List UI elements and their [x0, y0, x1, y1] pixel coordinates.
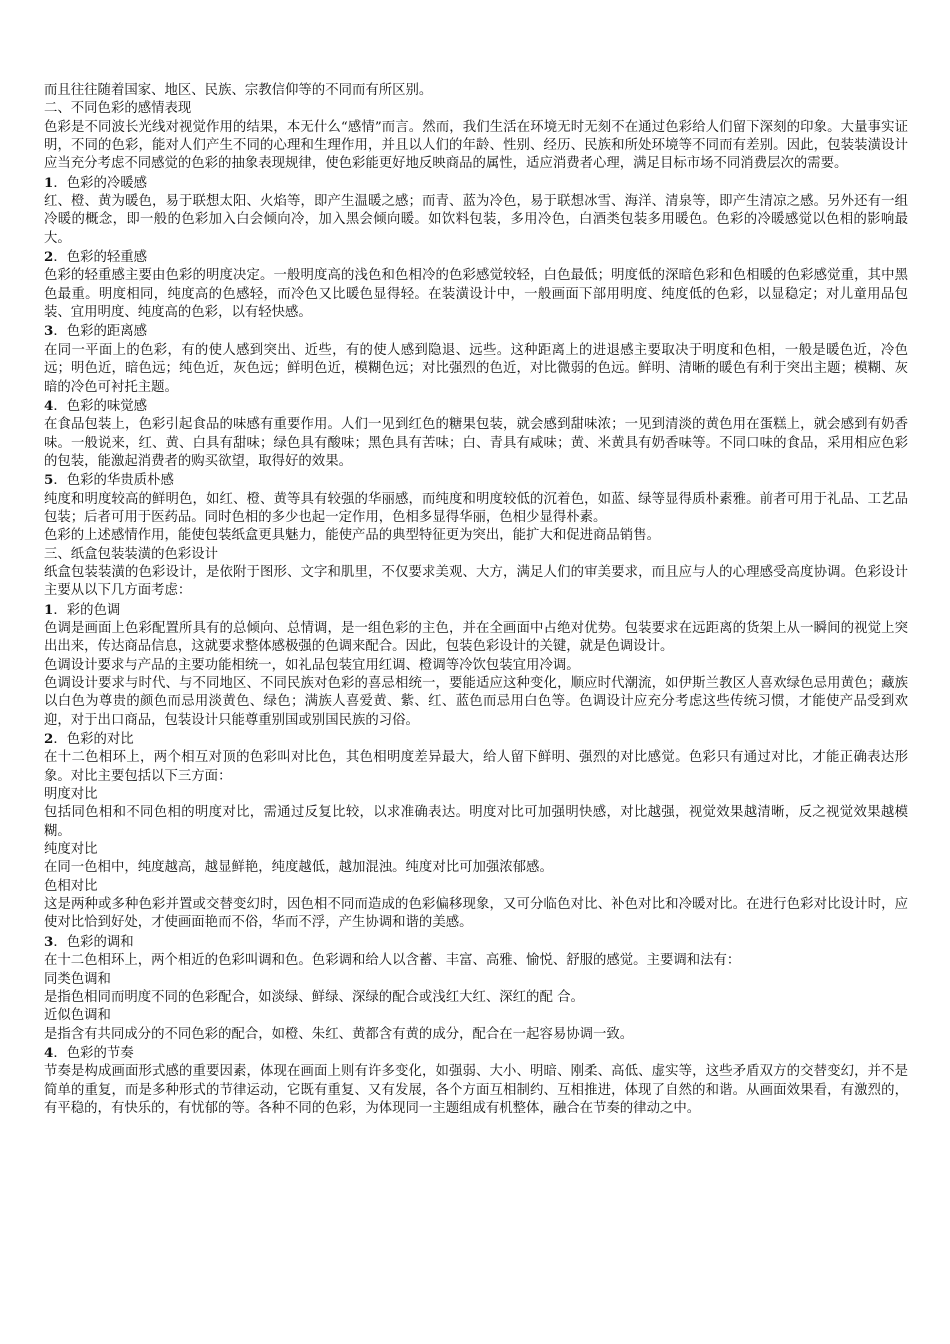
paragraph: 色调设计要求与产品的主要功能相统一，如礼品包装宜用红调、橙调等冷饮包装宜用冷调。	[44, 657, 580, 673]
paragraph: 在同一平面上的色彩，有的使人感到突出、近些，有的使人感到隐退、远些。这种距离上的进退感主要取决于明度和色相，一般是暖色近，冷色远；明色近，暗色远；纯色近，灰色远；鲜明色近，模糊色远；对比强烈的色近，对比微弱的色远。鲜明、清晰的暖色有利于突出主题；模糊、灰暗的冷色可衬托主题。	[44, 342, 908, 395]
paragraph: 包括同色相和不同色相的明度对比，需通过反复比较，以求准确表达。明度对比可加强明快感，对比越强，视觉效果越清晰，反之视觉效果越模糊。	[44, 805, 908, 839]
subsection-heading	[44, 601, 908, 620]
paragraph: 在食品包装上，色彩引起食品的味感有重要作用。人们一见到红色的糖果包装，就会感到甜味浓；一见到清淡的黄色用在蛋糕上，就会感到有奶香味。一般说来，红、黄、白具有甜味；绿色具有酸味；黑色具有苦味；白、青具有咸味；黄、米黄具有奶香味等。不同口味的食品，采用相应色彩的包装，能激起消费者的购买欲望，取得好的效果。	[44, 417, 908, 469]
paragraph: 纯度和明度较高的鲜明色，如红、橙、黄等具有较强的华丽感，而纯度和明度较低的沉着色，如蓝、绿等显得质朴素雅。前者可用于礼品、工艺品包装；后者可用于医药品。同时色相的多少也起一定作用，色相多显得华丽，色相少显得朴素。	[44, 491, 908, 525]
subsection-number: 2	[44, 249, 54, 266]
paragraph: 节奏是构成画面形式感的重要因素，体现在画面上则有许多变化，如强弱、大小、明暗、刚柔、高低、虚实等，这些矛盾双方的交替变幻，并不是简单的重复，而是多种形式的节律运动，它既有重复、又有发展，各个方面互相制约、互相推进，体现了自然的和谐。从画面效果看，有激烈的，有平稳的，有快乐的，有忧郁的等。各种不同的色彩，为体现同一主题组成有机整体，融合在节奏的律动之中。	[44, 1064, 908, 1116]
subsection-title: ．色彩的华贵质朴感	[53, 473, 174, 489]
subsection-title: ．色彩的对比	[53, 732, 134, 748]
subsection-heading	[44, 471, 908, 490]
paragraph: 纸盒包装装潢的色彩设计，是依附于图形、文字和肌里，不仅要求美观、大方，满足人们的审美要求，而且应与人的心理感受高度协调。色彩设计主要从以下几方面考虑：	[44, 564, 908, 599]
paragraph: 在十二色相环上，两个相互对顶的色彩叫对比色，其色相明度差异最大，给人留下鲜明、强烈的对比感觉。色彩只有通过对比，才能正确表达形象。对比主要包括以下三方面：	[44, 750, 908, 784]
subsection-number: 3	[44, 323, 54, 340]
paragraph: 这是两种或多种色彩并置或交替变幻时，因色相不同而造成的色彩偏移现象，又可分临色对比、补色对比和冷暖对比。在进行色彩对比设计时，应使对比恰到好处，才使画面艳而不俗，华而不浮，产生协调和谐的美感。	[44, 897, 908, 931]
paragraph: 是指色相同而明度不同的色彩配合，如淡绿、鲜绿、深绿的配合或浅红大红、深红的配 合。	[44, 989, 584, 1005]
paragraph: 色调是画面上色彩配置所具有的总倾向、总情调，是一组色彩的主色，并在全画面中占绝对优势。包装要求在远距离的货架上从一瞬间的视觉上突出出来，传达商品信息，这就要求整体感极强的色调来配合。因此，包装色彩设计的关键，就是色调设计。	[44, 620, 908, 655]
document-body	[44, 82, 908, 1118]
paragraph: 同类色调和	[44, 971, 111, 987]
subsection-title: ．色彩的节奏	[53, 1045, 134, 1061]
subsection-number: 5	[44, 472, 54, 489]
subsection-heading	[44, 397, 908, 416]
subsection-title: ．彩的色调	[53, 602, 121, 618]
paragraph: 而且往往随着国家、地区、民族、宗教信仰等的不同而有所区别。	[44, 83, 433, 98]
subsection-heading	[44, 322, 908, 341]
subsection-heading	[44, 1044, 908, 1063]
paragraph: 色彩的轻重感主要由色彩的明度决定。一般明度高的浅色和色相冷的色彩感觉较轻，白色最低；明度低的深暗色彩和色相暖的色彩感觉重，其中黑色最重。明度相同，纯度高的色感轻，而冷色又比暖色显得轻。在装潢设计中，一般画面下部用明度、纯度低的色彩，以显稳定；对儿童用品包装、宜用明度、纯度高的色彩，以有轻快感。	[44, 268, 908, 321]
section-heading: 二、不同色彩的感情表现	[44, 101, 192, 117]
paragraph: 近似色调和	[44, 1008, 111, 1024]
paragraph: 色彩的上述感情作用，能使包装纸盒更具魅力，能使产品的典型特征更为突出，能扩大和促进商品销售。	[44, 528, 660, 544]
subsection-number: 1	[44, 601, 54, 618]
subsection-number: 4	[44, 397, 54, 414]
subsection-heading	[44, 933, 908, 952]
subsection-number: 3	[44, 933, 54, 950]
paragraph: 在十二色相环上，两个相近的色彩叫调和色。色彩调和给人以含蓄、丰富、高雅、愉悦、舒服的感觉。主要调和法有：	[44, 953, 741, 969]
subsection-heading	[44, 248, 908, 267]
subsection-title: ．色彩的距离感	[53, 324, 148, 340]
paragraph: 红、橙、黄为暖色，易于联想太阳、火焰等，即产生温暖之感；而青、蓝为冷色，易于联想冰雪、海洋、清泉等，即产生清凉之感。另外还有一组冷暖的概念，即一般的色彩加入白会倾向冷，加入黑会倾向暖。如饮料包装，多用冷色，白酒类包装多用暖色。色彩的冷暖感觉以色相的影响最大。	[44, 194, 908, 246]
subsection-title: ．色彩的调和	[53, 934, 134, 950]
paragraph: 是指含有共同成分的不同色彩的配合，如橙、朱红、黄都含有黄的成分，配合在一起容易协调一致。	[44, 1026, 634, 1042]
paragraph: 色调设计要求与时代、与不同地区、不同民族对色彩的喜忌相统一，要能适应这种变化，顺应时代潮流，如伊斯兰教区人喜欢绿色忌用黄色；藏族以白色为尊贵的颜色而忌用淡黄色、绿色；满族人喜爱黄、紫、红、蓝色而忌用白色等。色调设计应充分考虑这些传统习惯，才能使产品受到欢迎，对于出口商品，包装设计只能尊重别国或别国民族的习俗。	[44, 676, 908, 728]
subsection-title: ．色彩的冷暖感	[53, 175, 148, 191]
subsection-number: 4	[44, 1044, 54, 1061]
subsection-heading	[44, 174, 908, 193]
paragraph: 纯度对比	[44, 842, 98, 858]
paragraph: 色相对比	[44, 878, 98, 894]
subsection-number: 2	[44, 731, 54, 748]
paragraph: 在同一色相中，纯度越高，越显鲜艳，纯度越低，越加混浊。纯度对比可加强浓郁感。	[44, 860, 553, 876]
subsection-heading	[44, 730, 908, 749]
paragraph: 色彩是不同波长光线对视觉作用的结果，本无什么“感情”而言。然而，我们生活在环境无时无刻不在通过色彩给人们留下深刻的印象。大量事实证明，不同的色彩，能对人们产生不同的心理和生理作用，并且以人们的年龄、性别、经历、民族和所处环境等不同而有差别。因此，包装装潢设计应当充分考虑不同感觉的色彩的抽象表现规律，使色彩能更好地反映商品的属性，适应消费者心理，满足目标市场不同消费层次的需要。	[44, 119, 908, 172]
subsection-title: ．色彩的轻重感	[53, 250, 148, 266]
subsection-number: 1	[44, 174, 54, 191]
paragraph: 明度对比	[44, 787, 98, 803]
subsection-title: ．色彩的味觉感	[53, 398, 148, 414]
section-heading: 三、纸盒包装装潢的色彩设计	[44, 546, 219, 562]
